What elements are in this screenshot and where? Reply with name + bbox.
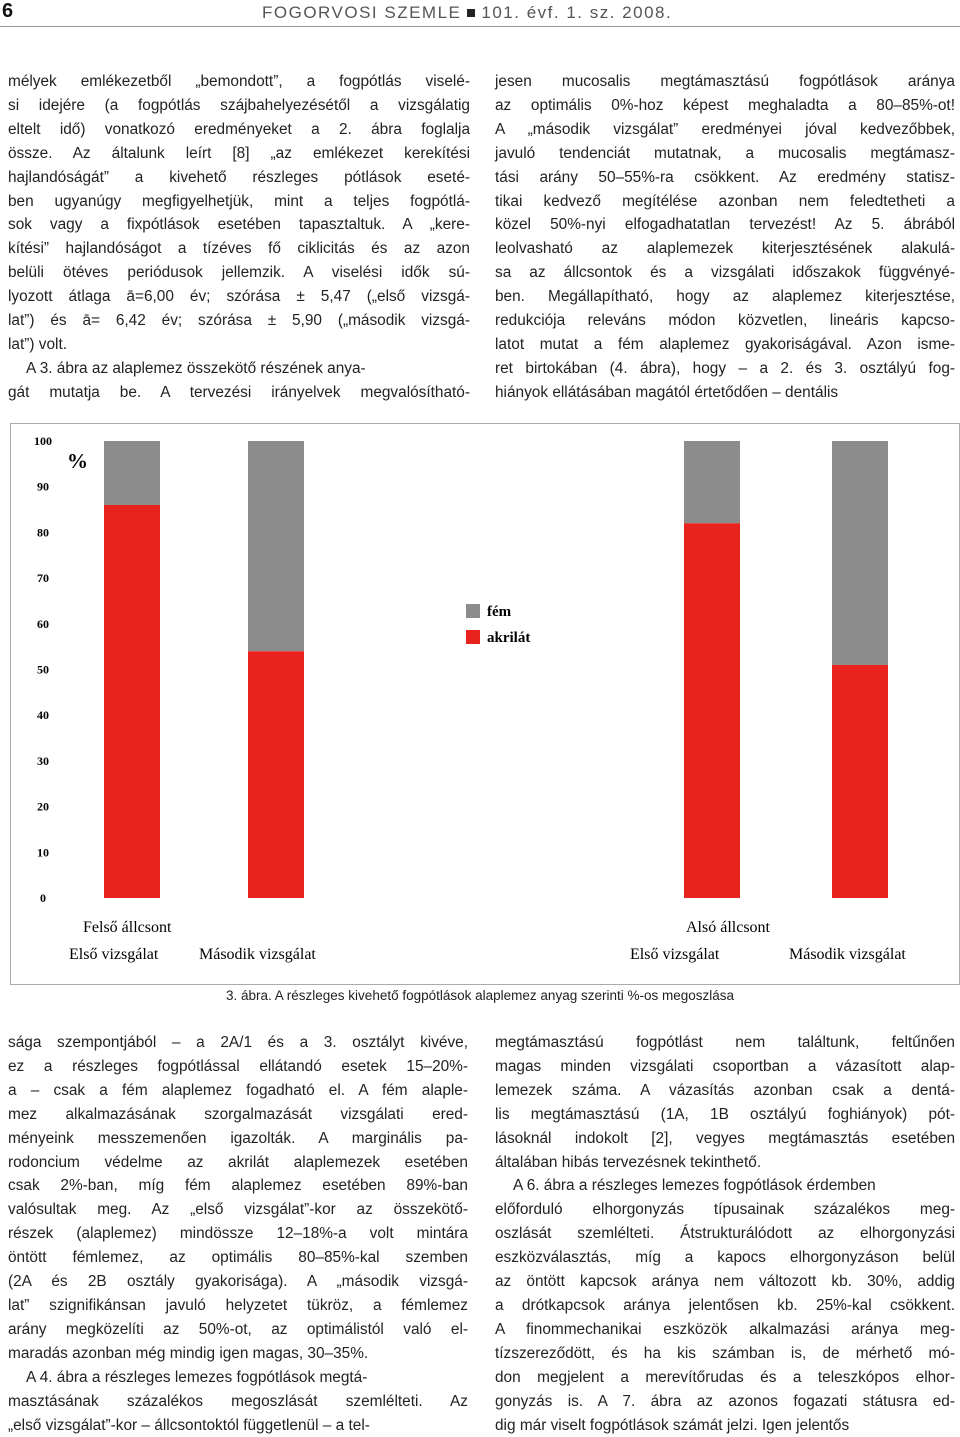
page-number: 6 xyxy=(2,0,13,23)
text-line: lyozott átlaga ā=6,00 év; szórása ± 5,47 („első vizsgá- xyxy=(8,285,470,309)
text-line: jesen mucosalis megtámasztású fogpótlások aránya xyxy=(495,70,955,94)
y-tick-label: 30 xyxy=(37,754,49,768)
text-column-bottom-right xyxy=(495,1031,955,1437)
text-line: tízszereződött, és ha kis számban is, de mérhető mó- xyxy=(495,1342,955,1366)
text-column-top-right xyxy=(495,70,955,405)
text-line: előforduló elhorgonyzás típusainak százalékos meg- xyxy=(495,1198,955,1222)
text-line: javuló tendenciát mutatnak, a mucosalis megtámasz- xyxy=(495,142,955,166)
text-line: lis megtámasztású (1A, 1B osztályú foghiányok) pót- xyxy=(495,1103,955,1127)
text-line: össze. Az általunk leírt [8] „az emlékezet kerekítési xyxy=(8,142,470,166)
text-line: sága szempontjából – a 2A/1 és a 3. osztályt kivéve, xyxy=(8,1031,468,1055)
text-line: latot mutat a fém alaplemez gyakoriságával. Azon isme- xyxy=(495,333,955,357)
y-tick-label: 10 xyxy=(37,845,49,859)
bar-chart xyxy=(11,424,959,984)
text-line: csak 2%-ban, míg fém alaplemez esetében 89%-ban xyxy=(8,1174,468,1198)
category-label: Első vizsgálat xyxy=(69,946,159,963)
page-header xyxy=(0,0,960,28)
text-line: ményeink messzemenően igazolták. A marginális pa- xyxy=(8,1127,468,1151)
text-line: mélyek emlékezetből „bemondott”, a fogpótlás viselé- xyxy=(8,70,470,94)
text-line: gonyzás is. A 7. ábra az azonos fogazati státusra ed- xyxy=(495,1390,955,1414)
text-line: az optimális 0%-hoz képest meghaladta a 80–85%-ot! xyxy=(495,94,955,118)
y-tick-label: 70 xyxy=(37,571,49,585)
text-line: belüli ötéves periódusok jellemzik. A viselési idők sú- xyxy=(8,261,470,285)
issue-info: 101. évf. 1. sz. 2008. xyxy=(481,3,672,22)
bar-akrilat xyxy=(684,523,740,898)
text-line: lemezek száma. A vázasítás azonban csak a dentá- xyxy=(495,1079,955,1103)
text-line: A 3. ábra az alaplemez összekötő részének anya- xyxy=(8,357,470,381)
text-line: hiányok ellátásában magától értetődően – dentális xyxy=(495,381,955,405)
figure-3 xyxy=(10,423,960,985)
text-line: a – csak a fém alaplemez fogadható el. A fém alaple- xyxy=(8,1079,468,1103)
group-label-upper: Felső állcsont xyxy=(83,919,172,936)
category-label: Második vizsgálat xyxy=(789,946,906,963)
y-tick-label: 40 xyxy=(37,708,49,722)
running-head xyxy=(262,3,672,23)
text-line: ben. Megállapítható, hogy az alaplemez kiterjesztése, xyxy=(495,285,955,309)
text-line: megtámasztású fogpótlást nem találtunk, feltűnően xyxy=(495,1031,955,1055)
text-line: oszlását szemlélteti. Átstrukturálódott az elhorgonyzási xyxy=(495,1222,955,1246)
group-label-lower: Alsó állcsont xyxy=(686,919,771,936)
text-line: öntött fémlemez, az optimális 80–85%-kal szemben xyxy=(8,1246,468,1270)
bar-akrilat xyxy=(104,505,160,898)
bar-fem xyxy=(684,441,740,523)
category-label: Első vizsgálat xyxy=(630,946,720,963)
text-line: valósultak meg. Az „első vizsgálat”-kor az összekötő- xyxy=(8,1198,468,1222)
text-line: tikai kedvező megítélése azonban nem feledtetheti a xyxy=(495,190,955,214)
text-line: A 6. ábra a részleges lemezes fogpótlások érdemben xyxy=(495,1174,955,1198)
text-column-bottom-left xyxy=(8,1031,468,1437)
text-line: redukciója releváns módon közvetlen, lineáris kapcso- xyxy=(495,309,955,333)
text-line: sa az állcsontok és a vizsgálati időszakok függvényé- xyxy=(495,261,955,285)
legend-swatch-fem xyxy=(466,604,480,618)
square-bullet-icon xyxy=(467,9,475,17)
text-line: masztásának százalékos megoszlását szemlélteti. Az xyxy=(8,1390,468,1414)
text-line: si idejére (a fogpótlás szájbahelyezésétől a vizsgálatig xyxy=(8,94,470,118)
text-line: A „második vizsgálat” eredményei jóval kedvezőbbek, xyxy=(495,118,955,142)
bar-akrilat xyxy=(248,651,304,898)
bar-fem xyxy=(104,441,160,505)
text-line: lat”) és ā= 6,42 év; szórása ± 5,90 („második vizsgá- xyxy=(8,309,470,333)
y-axis-label: % xyxy=(67,449,88,473)
text-line: magas minden vizsgálati csoportban a vázasított alap- xyxy=(495,1055,955,1079)
text-line: lásoknál indokolt [2], vegyes megtámasztás esetében xyxy=(495,1127,955,1151)
text-line: arány megközelíti az 50%-ot, az optimálistól való el- xyxy=(8,1318,468,1342)
legend-swatch-akrilat xyxy=(466,630,480,644)
y-tick-label: 100 xyxy=(34,434,52,448)
text-line: rodoncium védelme az akrilát alaplemezek esetében xyxy=(8,1151,468,1175)
text-line: kítési” hajlandóságot a tízéves fő ciklicitás és az azon xyxy=(8,237,470,261)
y-tick-label: 0 xyxy=(40,891,46,905)
text-line: részek (alaplemez) mindössze 12–18%-a volt mintára xyxy=(8,1222,468,1246)
text-line: lat” szignifikánsan javuló helyzetet tükröz, a fémlemez xyxy=(8,1294,468,1318)
text-column-top-left xyxy=(8,70,470,405)
text-line: közel 50%-nyi elfogadhatatlan tervezést! Az 5. ábrából xyxy=(495,213,955,237)
figure-caption: 3. ábra. A részleges kivehető fogpótlások alaplemez anyag szerinti %-os megoszlása xyxy=(0,988,960,1003)
y-tick-label: 20 xyxy=(37,800,49,814)
text-line: a drótkapcsok aránya jelentősen kb. 25%-kal csökkent. xyxy=(495,1294,955,1318)
text-line: ret birtokában (4. ábra), hogy – a 2. és 3. osztályú fog- xyxy=(495,357,955,381)
bar-akrilat xyxy=(832,665,888,898)
legend-label-akrilat: akrilát xyxy=(487,630,530,646)
text-line: eszközválasztás, míg a kapocs elhorgonyzáson belül xyxy=(495,1246,955,1270)
y-tick-label: 80 xyxy=(37,525,49,539)
text-line: „első vizsgálat”-kor – állcsontoktól függetlenül – a tel- xyxy=(8,1414,468,1437)
text-line: az öntött kapcsok aránya nem változott kb. 30%, addig xyxy=(495,1270,955,1294)
text-line: mez alkalmazásának szorgalmazását vizsgálati ered- xyxy=(8,1103,468,1127)
bar-fem xyxy=(248,441,304,651)
y-tick-label: 60 xyxy=(37,617,49,631)
legend-label-fem: fém xyxy=(487,604,512,620)
y-tick-label: 90 xyxy=(37,480,49,494)
text-line: gát mutatja be. A tervezési irányelvek megvalósítható- xyxy=(8,381,470,405)
text-line: A finommechanikai eszközök alkalmazási aránya meg- xyxy=(495,1318,955,1342)
text-line: (2A és 2B osztály gyakorisága). A „második vizsgá- xyxy=(8,1270,468,1294)
text-line: lat”) volt. xyxy=(8,333,470,357)
text-line: A 4. ábra a részleges lemezes fogpótlások megtá- xyxy=(8,1366,468,1390)
bar-fem xyxy=(832,441,888,665)
text-line: hajlandóságát” a kivehető részleges pótlások eseté- xyxy=(8,166,470,190)
header-rule xyxy=(0,26,960,27)
text-line: ben ugyanúgy megfigyelhetjük, mint a teljes fogpótlá- xyxy=(8,190,470,214)
text-line: ez a részleges fogpótlással ellátandó esetek 15–20%- xyxy=(8,1055,468,1079)
text-line: eltelt idő) vonatkozó eredményeket a 2. ábra foglalja xyxy=(8,118,470,142)
journal-name: FOGORVOSI SZEMLE xyxy=(262,3,461,22)
text-line: dig már viselt fogpótlások számát jelzi. Igen jelentős xyxy=(495,1414,955,1437)
text-line: tási arány 50–55%-ra csökkent. Az eredmény statisz- xyxy=(495,166,955,190)
text-line: általában hibás tervezésnek tekinthető. xyxy=(495,1151,955,1175)
text-line: leolvasható az alaplemezek kiterjesztésének alakulá- xyxy=(495,237,955,261)
text-line: don megjelent a merevítőrudas és a teleszkópos elhor- xyxy=(495,1366,955,1390)
text-line: sok vagy a fixpótlások esetében tapasztaltuk. A „kere- xyxy=(8,213,470,237)
category-label: Második vizsgálat xyxy=(199,946,316,963)
y-tick-label: 50 xyxy=(37,663,49,677)
text-line: maradás azonban még mindig igen magas, 30–35%. xyxy=(8,1342,468,1366)
